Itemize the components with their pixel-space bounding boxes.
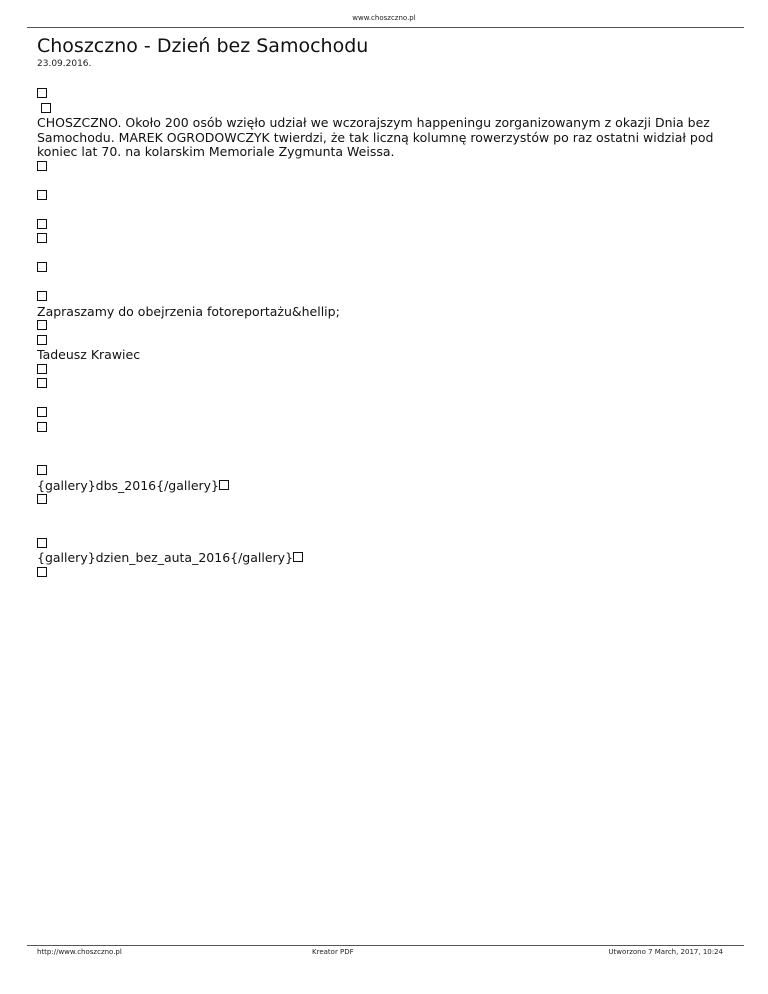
article-body [37,87,727,580]
footer-created: Utworzono 7 March, 2017, 10:24 [608,948,723,956]
missing-glyph-icon [37,538,47,548]
missing-glyph-icon [37,422,47,432]
missing-glyph-icon [37,567,47,577]
missing-glyph-icon [37,494,47,504]
missing-glyph-icon [37,320,47,330]
missing-glyph-icon [37,233,47,243]
gallery-tag-dbs: {gallery}dbs_2016{/gallery} [37,477,220,493]
missing-glyph-icon [37,161,47,171]
article-author: Tadeusz Krawiec [37,347,141,362]
article-lead: CHOSZCZNO. Około 200 osób wzięło udział we wczorajszym happeningu zorganizowanym z okazji Dnia bez Samochodu. MAREK OGRODOWCZYK twierdzi, że tak liczną kolumnę rowerzystów po raz ostatni widział pod koniec lat 70. na kolarskim Memoriale Zygmunta Weissa. [37,115,714,159]
missing-glyph-icon [37,465,47,475]
missing-glyph-icon [37,335,47,345]
missing-glyph-icon [37,219,47,229]
missing-glyph-icon [37,378,47,388]
header-divider [27,27,744,28]
missing-glyph-icon [219,480,229,490]
missing-glyph-icon [37,190,47,200]
footer-creator: Kreator PDF [312,948,354,956]
article-title: Choszczno - Dzień bez Samochodu [37,35,369,57]
header-site-url: www.choszczno.pl [352,14,416,22]
missing-glyph-icon [37,407,47,417]
invite-text: Zapraszamy do obejrzenia fotoreportażu&hellip; [37,303,340,319]
missing-glyph-icon [293,552,303,562]
missing-glyph-icon [37,262,47,272]
gallery-tag-dzien-bez-auta: {gallery}dzien_bez_auta_2016{/gallery} [37,550,294,565]
footer-url: http://www.choszczno.pl [37,948,122,956]
missing-glyph-icon [37,364,47,374]
missing-glyph-icon [37,88,47,98]
article-date: 23.09.2016. [37,59,92,69]
footer-divider [27,945,744,946]
missing-glyph-icon [37,291,47,301]
missing-glyph-icon [41,103,51,113]
